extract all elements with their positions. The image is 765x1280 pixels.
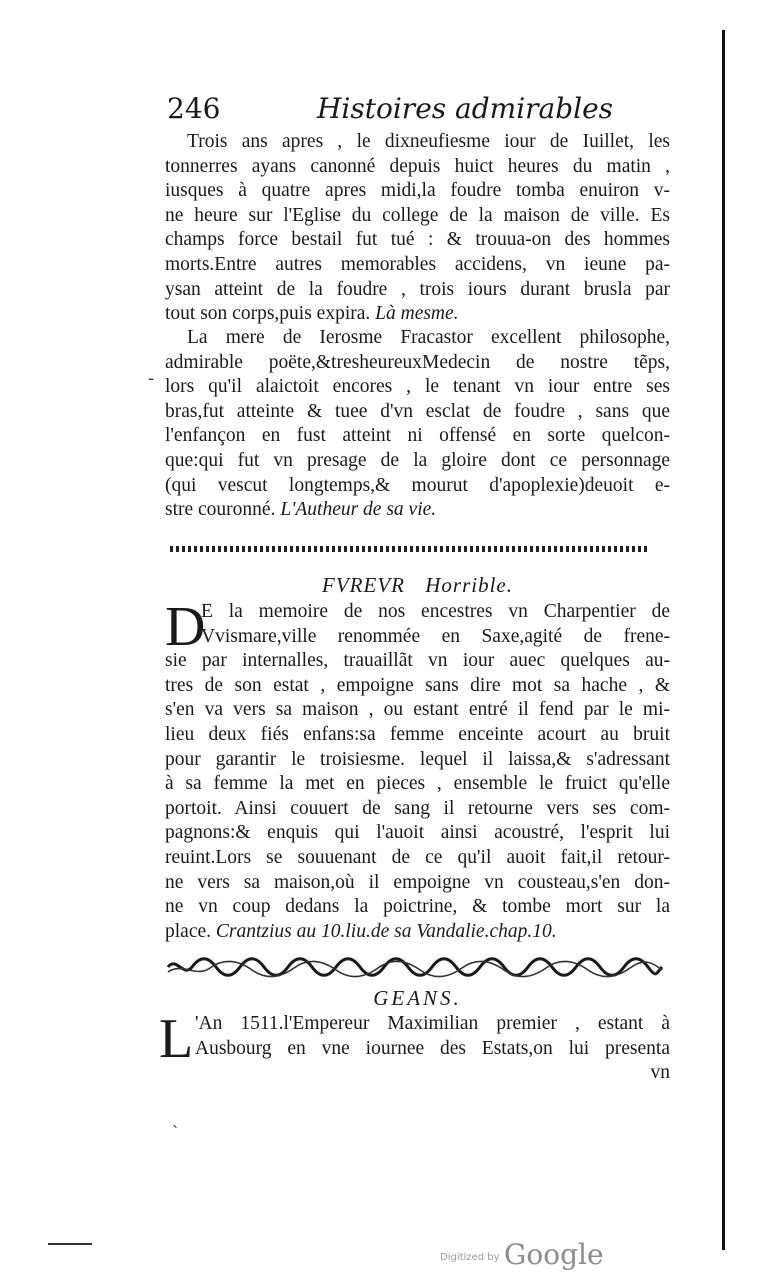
google-logo: Google: [504, 1238, 604, 1271]
margin-mark: ˏ: [172, 1108, 178, 1129]
text-line: [165, 498, 670, 523]
text-line: lieu deux fiés enfans:sa femme enceinte acourt au bruit: [165, 723, 670, 745]
text-line: champs force bestail fut tué : & trouua-on des hommes: [165, 229, 670, 251]
ornament-floral-band: [162, 954, 667, 980]
text-line: iusques à quatre apres midi,la foudre tomba enuiron v-: [165, 180, 670, 202]
page-edge-bottom-line: [48, 1243, 92, 1245]
digitizer-watermark: [440, 1238, 610, 1278]
text-line: [165, 302, 670, 327]
text-fragment: tout son corps,puis expira.: [165, 303, 371, 325]
heading-subtitle: Horrible.: [425, 573, 513, 597]
text-line: pour garantir le troisiesme. lequel il laissa,& s'adressant: [165, 748, 670, 770]
text-line: que:qui fut vn presage de la gloire dont ce personnage: [165, 449, 670, 471]
paragraph-fracastor: [165, 326, 670, 523]
text-line: pagnons:& enquis qui l'auoit ainsi acoustré, l'esprit lui: [165, 822, 670, 844]
watermark-small-text: Digitized by: [440, 1252, 500, 1263]
page-edge-line: [722, 30, 725, 1250]
text-line: lors qu'il alaictoit encores , le tenant vn iour entre ses: [165, 376, 670, 398]
page-number: 246: [167, 92, 221, 125]
text-line: Trois ans apres , le dixneufiesme iour de Iuillet, les: [187, 131, 670, 152]
text-line: Vvismare,ville renommée en Saxe,agité de frene-: [201, 625, 670, 647]
section-fureur: [165, 570, 670, 944]
section-geans: [159, 984, 670, 1086]
heading-word: FVREVR: [322, 573, 405, 597]
text-line: morts.Entre autres memorables accidens, vn ieune pa-: [165, 253, 670, 275]
text-line: bras,fut atteinte & tuee d'vn esclat de foudre , sans que: [165, 400, 670, 422]
drop-capital: L: [159, 1008, 194, 1070]
section-heading: [165, 570, 670, 600]
paragraph-thunder: [165, 130, 670, 327]
text-line: 'An 1511.l'Empereur Maximilian premier , estant à: [195, 1013, 670, 1034]
text-line: tonnerres ayans canonné depuis huict heures du matin ,: [165, 155, 670, 177]
paragraph-giants: [159, 1008, 670, 1086]
text-line: à sa femme la met en pieces , ensemble le fruict qu'elle: [165, 773, 670, 795]
text-line: Ausbourg en vne iournee des Estats,on lui presenta: [195, 1037, 670, 1059]
text-line: tres de son estat , empoigne sans dire mot sa hache , &: [165, 674, 670, 696]
ornament-dotted-rule: [170, 546, 650, 552]
text-line: E la memoire de nos encestres vn Charpentier de: [201, 601, 670, 622]
running-head: [165, 92, 670, 126]
section-heading: GEANS.: [373, 986, 462, 1010]
text-line: ne vn coup dedans la poictrine, & tombe mort sur la: [165, 896, 670, 918]
text-line: La mere de Ierosme Fracastor excellent philosophe,: [187, 327, 670, 348]
text-fragment: stre couronné.: [165, 499, 276, 521]
text-line: [165, 920, 670, 945]
text-line: ne vers sa maison,où il empoigne vn cousteau,s'en don-: [165, 871, 670, 893]
text-line: sie par internalles, trauaillãt vn iour auec quelques au-: [165, 650, 670, 672]
text-line: admirable poëte,&tresheureuxMedecin de nostre tẽps,: [165, 351, 670, 373]
source-reference: Là mesme.: [375, 303, 459, 325]
margin-mark: -: [148, 368, 155, 389]
catchword: vn: [650, 1062, 670, 1084]
text-fragment: place.: [165, 920, 212, 942]
text-line: portoit. Ainsi couuert de sang il retourne vers ses com-: [165, 797, 670, 819]
paragraph-carpenter: [165, 596, 670, 944]
text-line: ysan atteint de la foudre , trois iours durant brusla par: [165, 278, 670, 300]
text-line: l'enfançon en fust atteint ni offensé en sorte quelcon-: [165, 425, 670, 447]
running-title: Histoires admirables: [317, 92, 614, 125]
text-line: s'en va vers sa maison , ou estant entré il fend par le mi-: [165, 699, 670, 721]
source-reference: Crantzius au 10.liu.de sa Vandalie.chap.10.: [215, 920, 557, 942]
text-line: ne heure sur l'Eglise du college de la maison de ville. Es: [165, 204, 670, 226]
drop-capital: D: [165, 596, 206, 658]
text-line: (qui vescut longtemps,& mourut d'apoplexie)deuoit e-: [165, 474, 670, 496]
source-reference: L'Autheur de sa vie.: [280, 499, 437, 521]
text-line: reuint.Lors se souuenant de ce qu'il auoit fait,il retour-: [165, 846, 670, 868]
